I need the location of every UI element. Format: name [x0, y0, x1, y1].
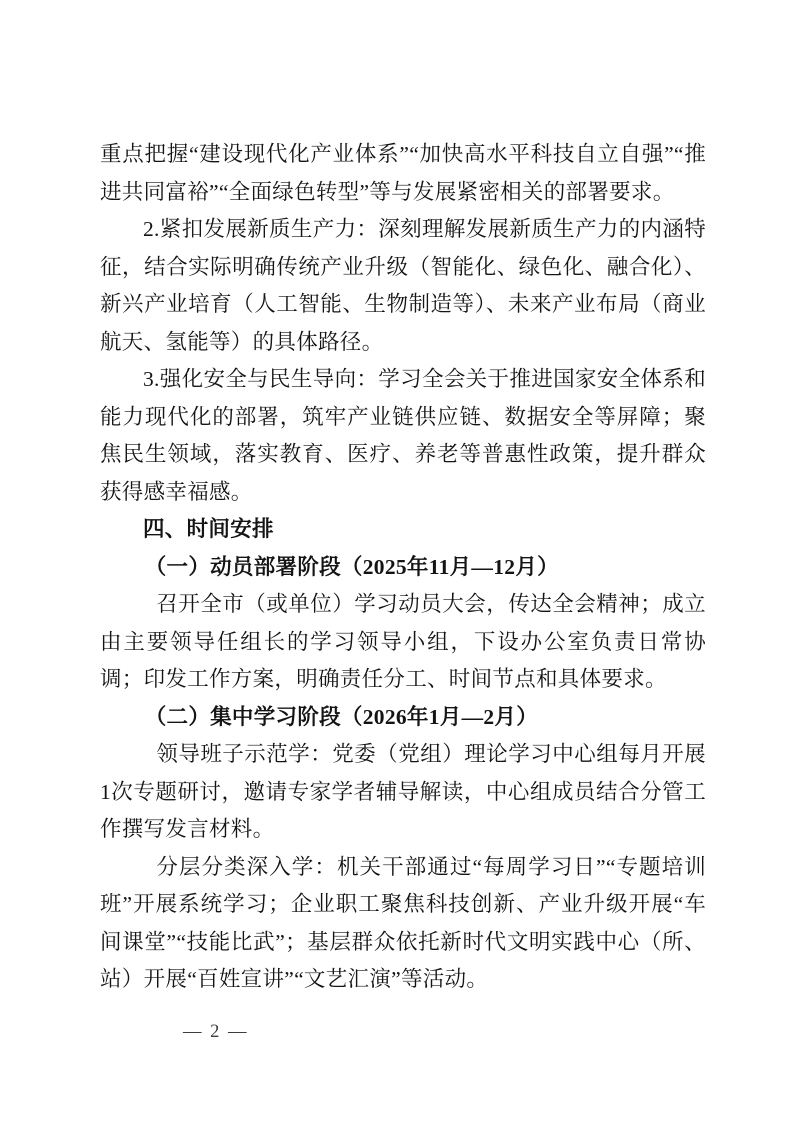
section-heading-time-arrangement: 四、时间安排 — [143, 517, 274, 541]
para-deployment-requirements-continued: 重点把握“建设现代化产业体系”“加快高水平科技自立自强”“推进共同富裕”“全面绿色转型”等与发展紧密相关的部署要求。 — [100, 142, 706, 204]
subsection-heading-concentrated-study-stage: （二）集中学习阶段（2026年1月—2月） — [144, 704, 539, 729]
para-mobilization-stage-details: 召开全市（或单位）学习动员大会，传达全会精神；成立由主要领导任组长的学习领导小组，下设办公室负责日常协调；印发工作方案，明确责任分工、时间节点和具体要求。 — [100, 592, 706, 691]
para-layered-classified-study: 分层分类深入学：机关干部通过“每周学习日”“专题培训班”开展系统学习；企业职工聚焦科技创新、产业升级开展“车间课堂”“技能比武”；基层群众依托新时代文明实践中心（所、站）开展“百姓宣讲”“文艺汇演”等活动。 — [100, 854, 706, 991]
para-leadership-demonstration-study: 领导班子示范学：党委（党组）理论学习中心组每月开展1次专题研讨，邀请专家学者辅导解读，中心组成员结合分管工作撰写发言材料。 — [100, 742, 706, 841]
para-new-quality-productivity: 2.紧扣发展新质生产力：深刻理解发展新质生产力的内涵特征，结合实际明确传统产业升级（智能化、绿色化、融合化）、新兴产业培育（人工智能、生物制造等）、未来产业布局（商业航天、氢能等）的具体路径。 — [100, 217, 706, 354]
page-number: — 2 — — [183, 1022, 249, 1042]
subsection-heading-mobilization-stage: （一）动员部署阶段（2025年11月—12月） — [144, 554, 559, 579]
document-body — [100, 136, 706, 999]
para-security-and-livelihood: 3.强化安全与民生导向：学习全会关于推进国家安全体系和能力现代化的部署，筑牢产业链供应链、数据安全等屏障；聚焦民生领域，落实教育、医疗、养老等普惠性政策，提升群众获得感幸福感。 — [100, 367, 706, 504]
